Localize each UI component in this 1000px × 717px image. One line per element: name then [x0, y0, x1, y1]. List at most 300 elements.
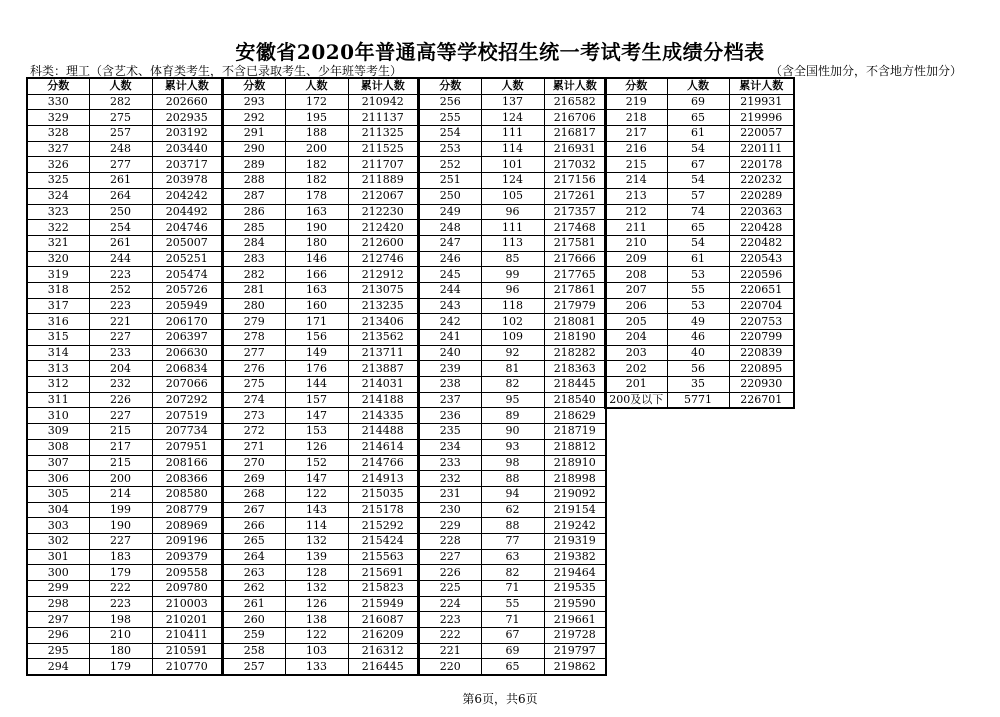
cell-cumulative: 209558	[152, 565, 222, 581]
cell-cumulative: 218190	[544, 330, 606, 346]
cell-cumulative: 220839	[729, 345, 794, 361]
cell-count: 90	[481, 424, 544, 440]
cell-score: 310	[27, 408, 89, 424]
cell-cumulative: 208779	[152, 502, 222, 518]
cell-count: 149	[285, 345, 348, 361]
table-row	[27, 581, 222, 597]
cell-count: 103	[285, 643, 348, 659]
cell-cumulative: 219931	[729, 94, 794, 110]
table-row	[27, 408, 222, 424]
cell-count: 160	[285, 298, 348, 314]
cell-count: 35	[667, 377, 729, 393]
cell-score: 254	[419, 126, 481, 142]
table-row	[27, 204, 222, 220]
cell-score: 223	[419, 612, 481, 628]
table-row	[223, 204, 418, 220]
cell-cumulative: 214766	[348, 455, 418, 471]
cell-score: 267	[223, 502, 285, 518]
cell-count: 254	[89, 220, 152, 236]
cell-cumulative: 206834	[152, 361, 222, 377]
cell-count: 55	[481, 596, 544, 612]
cell-count: 198	[89, 612, 152, 628]
cell-count: 67	[667, 157, 729, 173]
table-row	[419, 581, 606, 597]
table-row	[605, 267, 794, 283]
cell-count: 40	[667, 345, 729, 361]
cell-cumulative: 216582	[544, 94, 606, 110]
table-row	[419, 643, 606, 659]
table-row	[605, 345, 794, 361]
cell-cumulative: 218363	[544, 361, 606, 377]
cell-count: 261	[89, 235, 152, 251]
cell-score: 300	[27, 565, 89, 581]
column-header-cumulative: 累计人数	[152, 78, 222, 94]
table-row	[605, 141, 794, 157]
cell-score: 238	[419, 377, 481, 393]
cell-count: 214	[89, 486, 152, 502]
cell-cumulative: 211525	[348, 141, 418, 157]
cell-count: 109	[481, 330, 544, 346]
table-row	[27, 424, 222, 440]
table-row	[419, 188, 606, 204]
cell-cumulative: 212912	[348, 267, 418, 283]
cell-score: 214	[605, 173, 667, 189]
table-row	[27, 455, 222, 471]
cell-cumulative: 215691	[348, 565, 418, 581]
table-row	[223, 392, 418, 408]
cell-count: 132	[285, 533, 348, 549]
cell-cumulative: 220363	[729, 204, 794, 220]
cell-count: 71	[481, 612, 544, 628]
cell-score: 320	[27, 251, 89, 267]
cell-count: 71	[481, 581, 544, 597]
cell-cumulative: 217032	[544, 157, 606, 173]
cell-cumulative: 210201	[152, 612, 222, 628]
cell-cumulative: 218812	[544, 439, 606, 455]
table-row	[223, 518, 418, 534]
cell-count: 227	[89, 330, 152, 346]
cell-count: 124	[481, 110, 544, 126]
cell-score: 318	[27, 282, 89, 298]
table-row	[419, 330, 606, 346]
cell-cumulative: 206397	[152, 330, 222, 346]
cell-cumulative: 219154	[544, 502, 606, 518]
cell-score: 316	[27, 314, 89, 330]
cell-count: 275	[89, 110, 152, 126]
cell-score: 312	[27, 377, 89, 393]
cell-score: 309	[27, 424, 89, 440]
cell-cumulative: 212067	[348, 188, 418, 204]
cell-cumulative: 215424	[348, 533, 418, 549]
cell-cumulative: 212420	[348, 220, 418, 236]
cell-cumulative: 220753	[729, 314, 794, 330]
cell-count: 180	[89, 643, 152, 659]
cell-count: 152	[285, 455, 348, 471]
cell-cumulative: 213711	[348, 345, 418, 361]
cell-score: 237	[419, 392, 481, 408]
cell-cumulative: 210942	[348, 94, 418, 110]
cell-score: 213	[605, 188, 667, 204]
cell-score: 257	[223, 659, 285, 675]
table-row	[27, 220, 222, 236]
cell-count: 124	[481, 173, 544, 189]
table-row	[419, 314, 606, 330]
table-row	[419, 94, 606, 110]
table-row	[223, 330, 418, 346]
cell-cumulative: 220704	[729, 298, 794, 314]
cell-count: 157	[285, 392, 348, 408]
cell-cumulative: 215563	[348, 549, 418, 565]
cell-count: 65	[667, 220, 729, 236]
cell-score: 200及以下	[605, 392, 667, 408]
table-row	[27, 486, 222, 502]
table-row	[419, 486, 606, 502]
score-table-block-2	[222, 77, 419, 676]
table-row	[27, 188, 222, 204]
cell-cumulative: 216087	[348, 612, 418, 628]
cell-count: 122	[285, 628, 348, 644]
cell-score: 317	[27, 298, 89, 314]
cell-cumulative: 219092	[544, 486, 606, 502]
table-header-row	[419, 78, 606, 94]
cell-cumulative: 204746	[152, 220, 222, 236]
cell-score: 216	[605, 141, 667, 157]
score-table-block-3	[418, 77, 607, 676]
cell-count: 210	[89, 628, 152, 644]
cell-score: 218	[605, 110, 667, 126]
cell-cumulative: 220111	[729, 141, 794, 157]
cell-count: 54	[667, 141, 729, 157]
cell-count: 188	[285, 126, 348, 142]
cell-cumulative: 217468	[544, 220, 606, 236]
cell-score: 207	[605, 282, 667, 298]
table-row	[605, 282, 794, 298]
table-row	[419, 204, 606, 220]
cell-cumulative: 212600	[348, 235, 418, 251]
cell-cumulative: 220930	[729, 377, 794, 393]
table-row	[419, 345, 606, 361]
column-header-count: 人数	[667, 78, 729, 94]
cell-count: 46	[667, 330, 729, 346]
table-row	[223, 314, 418, 330]
cell-cumulative: 220596	[729, 267, 794, 283]
table-row	[419, 518, 606, 534]
cell-score: 286	[223, 204, 285, 220]
cell-score: 274	[223, 392, 285, 408]
cell-score: 217	[605, 126, 667, 142]
table-row	[419, 408, 606, 424]
cell-score: 253	[419, 141, 481, 157]
cell-cumulative: 210411	[152, 628, 222, 644]
table-row	[27, 282, 222, 298]
cell-score: 231	[419, 486, 481, 502]
cell-count: 215	[89, 455, 152, 471]
cell-count: 61	[667, 251, 729, 267]
table-row	[419, 377, 606, 393]
cell-score: 325	[27, 173, 89, 189]
cell-cumulative: 218282	[544, 345, 606, 361]
cell-cumulative: 215949	[348, 596, 418, 612]
table-row	[223, 251, 418, 267]
table-row	[27, 518, 222, 534]
cell-count: 172	[285, 94, 348, 110]
cell-count: 223	[89, 267, 152, 283]
column-header-cumulative: 累计人数	[544, 78, 606, 94]
cell-count: 227	[89, 408, 152, 424]
cell-count: 65	[667, 110, 729, 126]
table-row	[605, 94, 794, 110]
table-row	[27, 157, 222, 173]
cell-score: 271	[223, 439, 285, 455]
cell-score: 308	[27, 439, 89, 455]
table-row	[605, 330, 794, 346]
cell-score: 208	[605, 267, 667, 283]
cell-score: 302	[27, 533, 89, 549]
table-row	[605, 188, 794, 204]
cell-cumulative: 212746	[348, 251, 418, 267]
cell-cumulative: 226701	[729, 392, 794, 408]
cell-cumulative: 220428	[729, 220, 794, 236]
cell-score: 326	[27, 157, 89, 173]
cell-count: 190	[89, 518, 152, 534]
table-row	[605, 298, 794, 314]
table-row	[27, 659, 222, 675]
cell-score: 269	[223, 471, 285, 487]
column-header-cumulative: 累计人数	[729, 78, 794, 94]
column-header-count: 人数	[89, 78, 152, 94]
cell-count: 156	[285, 330, 348, 346]
cell-score: 205	[605, 314, 667, 330]
table-row	[223, 486, 418, 502]
cell-cumulative: 205007	[152, 235, 222, 251]
cell-score: 315	[27, 330, 89, 346]
cell-score: 250	[419, 188, 481, 204]
cell-count: 55	[667, 282, 729, 298]
cell-count: 114	[481, 141, 544, 157]
cell-score: 221	[419, 643, 481, 659]
cell-score: 272	[223, 424, 285, 440]
table-row	[419, 439, 606, 455]
cell-cumulative: 205251	[152, 251, 222, 267]
cell-count: 179	[89, 659, 152, 675]
cell-score: 292	[223, 110, 285, 126]
cell-score: 219	[605, 94, 667, 110]
cell-score: 305	[27, 486, 89, 502]
cell-score: 293	[223, 94, 285, 110]
cell-cumulative: 214335	[348, 408, 418, 424]
cell-count: 74	[667, 204, 729, 220]
table-row	[605, 220, 794, 236]
cell-score: 225	[419, 581, 481, 597]
cell-count: 179	[89, 565, 152, 581]
cell-count: 82	[481, 377, 544, 393]
table-row	[419, 157, 606, 173]
table-row	[223, 282, 418, 298]
cell-count: 133	[285, 659, 348, 675]
cell-score: 276	[223, 361, 285, 377]
cell-cumulative: 211325	[348, 126, 418, 142]
table-row	[605, 251, 794, 267]
cell-count: 5771	[667, 392, 729, 408]
cell-cumulative: 217861	[544, 282, 606, 298]
cell-cumulative: 220178	[729, 157, 794, 173]
cell-cumulative: 207734	[152, 424, 222, 440]
cell-score: 260	[223, 612, 285, 628]
cell-cumulative: 214913	[348, 471, 418, 487]
table-row	[223, 173, 418, 189]
cell-score: 289	[223, 157, 285, 173]
cell-count: 94	[481, 486, 544, 502]
table-row	[27, 533, 222, 549]
cell-count: 88	[481, 518, 544, 534]
cell-cumulative: 218081	[544, 314, 606, 330]
cell-count: 182	[285, 157, 348, 173]
cell-count: 67	[481, 628, 544, 644]
table-row	[223, 628, 418, 644]
table-row	[419, 628, 606, 644]
cell-cumulative: 209780	[152, 581, 222, 597]
cell-score: 235	[419, 424, 481, 440]
cell-score: 294	[27, 659, 89, 675]
table-row	[419, 235, 606, 251]
cell-count: 200	[89, 471, 152, 487]
cell-cumulative: 216312	[348, 643, 418, 659]
cell-count: 199	[89, 502, 152, 518]
cell-count: 250	[89, 204, 152, 220]
table-row	[605, 157, 794, 173]
cell-cumulative: 220651	[729, 282, 794, 298]
cell-count: 163	[285, 204, 348, 220]
cell-score: 258	[223, 643, 285, 659]
cell-score: 279	[223, 314, 285, 330]
table-row	[27, 628, 222, 644]
cell-cumulative: 216445	[348, 659, 418, 675]
table-row	[27, 549, 222, 565]
cell-cumulative: 217156	[544, 173, 606, 189]
cell-score: 229	[419, 518, 481, 534]
cell-cumulative: 205474	[152, 267, 222, 283]
cell-score: 280	[223, 298, 285, 314]
cell-count: 132	[285, 581, 348, 597]
table-row	[223, 502, 418, 518]
cell-score: 314	[27, 345, 89, 361]
bonus-points-note: （含全国性加分，不含地方性加分）	[769, 64, 962, 78]
cell-cumulative: 218910	[544, 455, 606, 471]
table-row	[223, 126, 418, 142]
score-table-block-1	[26, 77, 223, 676]
cell-score: 233	[419, 455, 481, 471]
table-row	[419, 596, 606, 612]
cell-cumulative: 207292	[152, 392, 222, 408]
cell-cumulative: 215292	[348, 518, 418, 534]
table-row	[27, 267, 222, 283]
cell-score: 252	[419, 157, 481, 173]
cell-score: 275	[223, 377, 285, 393]
cell-count: 93	[481, 439, 544, 455]
cell-score: 307	[27, 455, 89, 471]
cell-cumulative: 202935	[152, 110, 222, 126]
cell-cumulative: 215178	[348, 502, 418, 518]
cell-cumulative: 210003	[152, 596, 222, 612]
cell-cumulative: 218998	[544, 471, 606, 487]
cell-score: 306	[27, 471, 89, 487]
table-row	[27, 110, 222, 126]
cell-count: 101	[481, 157, 544, 173]
table-row	[419, 502, 606, 518]
cell-cumulative: 212230	[348, 204, 418, 220]
column-header-count: 人数	[481, 78, 544, 94]
table-row	[223, 267, 418, 283]
cell-score: 239	[419, 361, 481, 377]
cell-count: 82	[481, 565, 544, 581]
cell-cumulative: 219728	[544, 628, 606, 644]
cell-cumulative: 219382	[544, 549, 606, 565]
table-row	[419, 392, 606, 408]
cell-cumulative: 213887	[348, 361, 418, 377]
table-row	[27, 612, 222, 628]
cell-count: 96	[481, 204, 544, 220]
cell-score: 259	[223, 628, 285, 644]
cell-count: 54	[667, 235, 729, 251]
cell-score: 230	[419, 502, 481, 518]
column-header-score: 分数	[419, 78, 481, 94]
table-row	[223, 220, 418, 236]
cell-count: 113	[481, 235, 544, 251]
table-row	[223, 157, 418, 173]
table-row	[223, 565, 418, 581]
table-header-row	[223, 78, 418, 94]
cell-score: 222	[419, 628, 481, 644]
cell-score: 303	[27, 518, 89, 534]
table-row	[419, 361, 606, 377]
cell-count: 56	[667, 361, 729, 377]
cell-cumulative: 211889	[348, 173, 418, 189]
table-row	[223, 424, 418, 440]
cell-count: 98	[481, 455, 544, 471]
cell-score: 261	[223, 596, 285, 612]
table-row	[27, 314, 222, 330]
cell-score: 244	[419, 282, 481, 298]
cell-score: 284	[223, 235, 285, 251]
cell-cumulative: 216706	[544, 110, 606, 126]
table-row	[223, 298, 418, 314]
cell-count: 111	[481, 220, 544, 236]
cell-count: 54	[667, 173, 729, 189]
cell-cumulative: 210770	[152, 659, 222, 675]
cell-score: 241	[419, 330, 481, 346]
cell-cumulative: 206630	[152, 345, 222, 361]
cell-count: 190	[285, 220, 348, 236]
cell-cumulative: 219590	[544, 596, 606, 612]
cell-count: 99	[481, 267, 544, 283]
cell-score: 268	[223, 486, 285, 502]
table-row	[223, 188, 418, 204]
cell-count: 85	[481, 251, 544, 267]
cell-cumulative: 220289	[729, 188, 794, 204]
cell-count: 77	[481, 533, 544, 549]
table-row	[27, 502, 222, 518]
table-row	[223, 581, 418, 597]
cell-count: 153	[285, 424, 348, 440]
table-row	[605, 204, 794, 220]
cell-score: 330	[27, 94, 89, 110]
cell-cumulative: 216931	[544, 141, 606, 157]
cell-cumulative: 208969	[152, 518, 222, 534]
cell-count: 147	[285, 408, 348, 424]
cell-score: 329	[27, 110, 89, 126]
cell-cumulative: 220799	[729, 330, 794, 346]
cell-score: 251	[419, 173, 481, 189]
